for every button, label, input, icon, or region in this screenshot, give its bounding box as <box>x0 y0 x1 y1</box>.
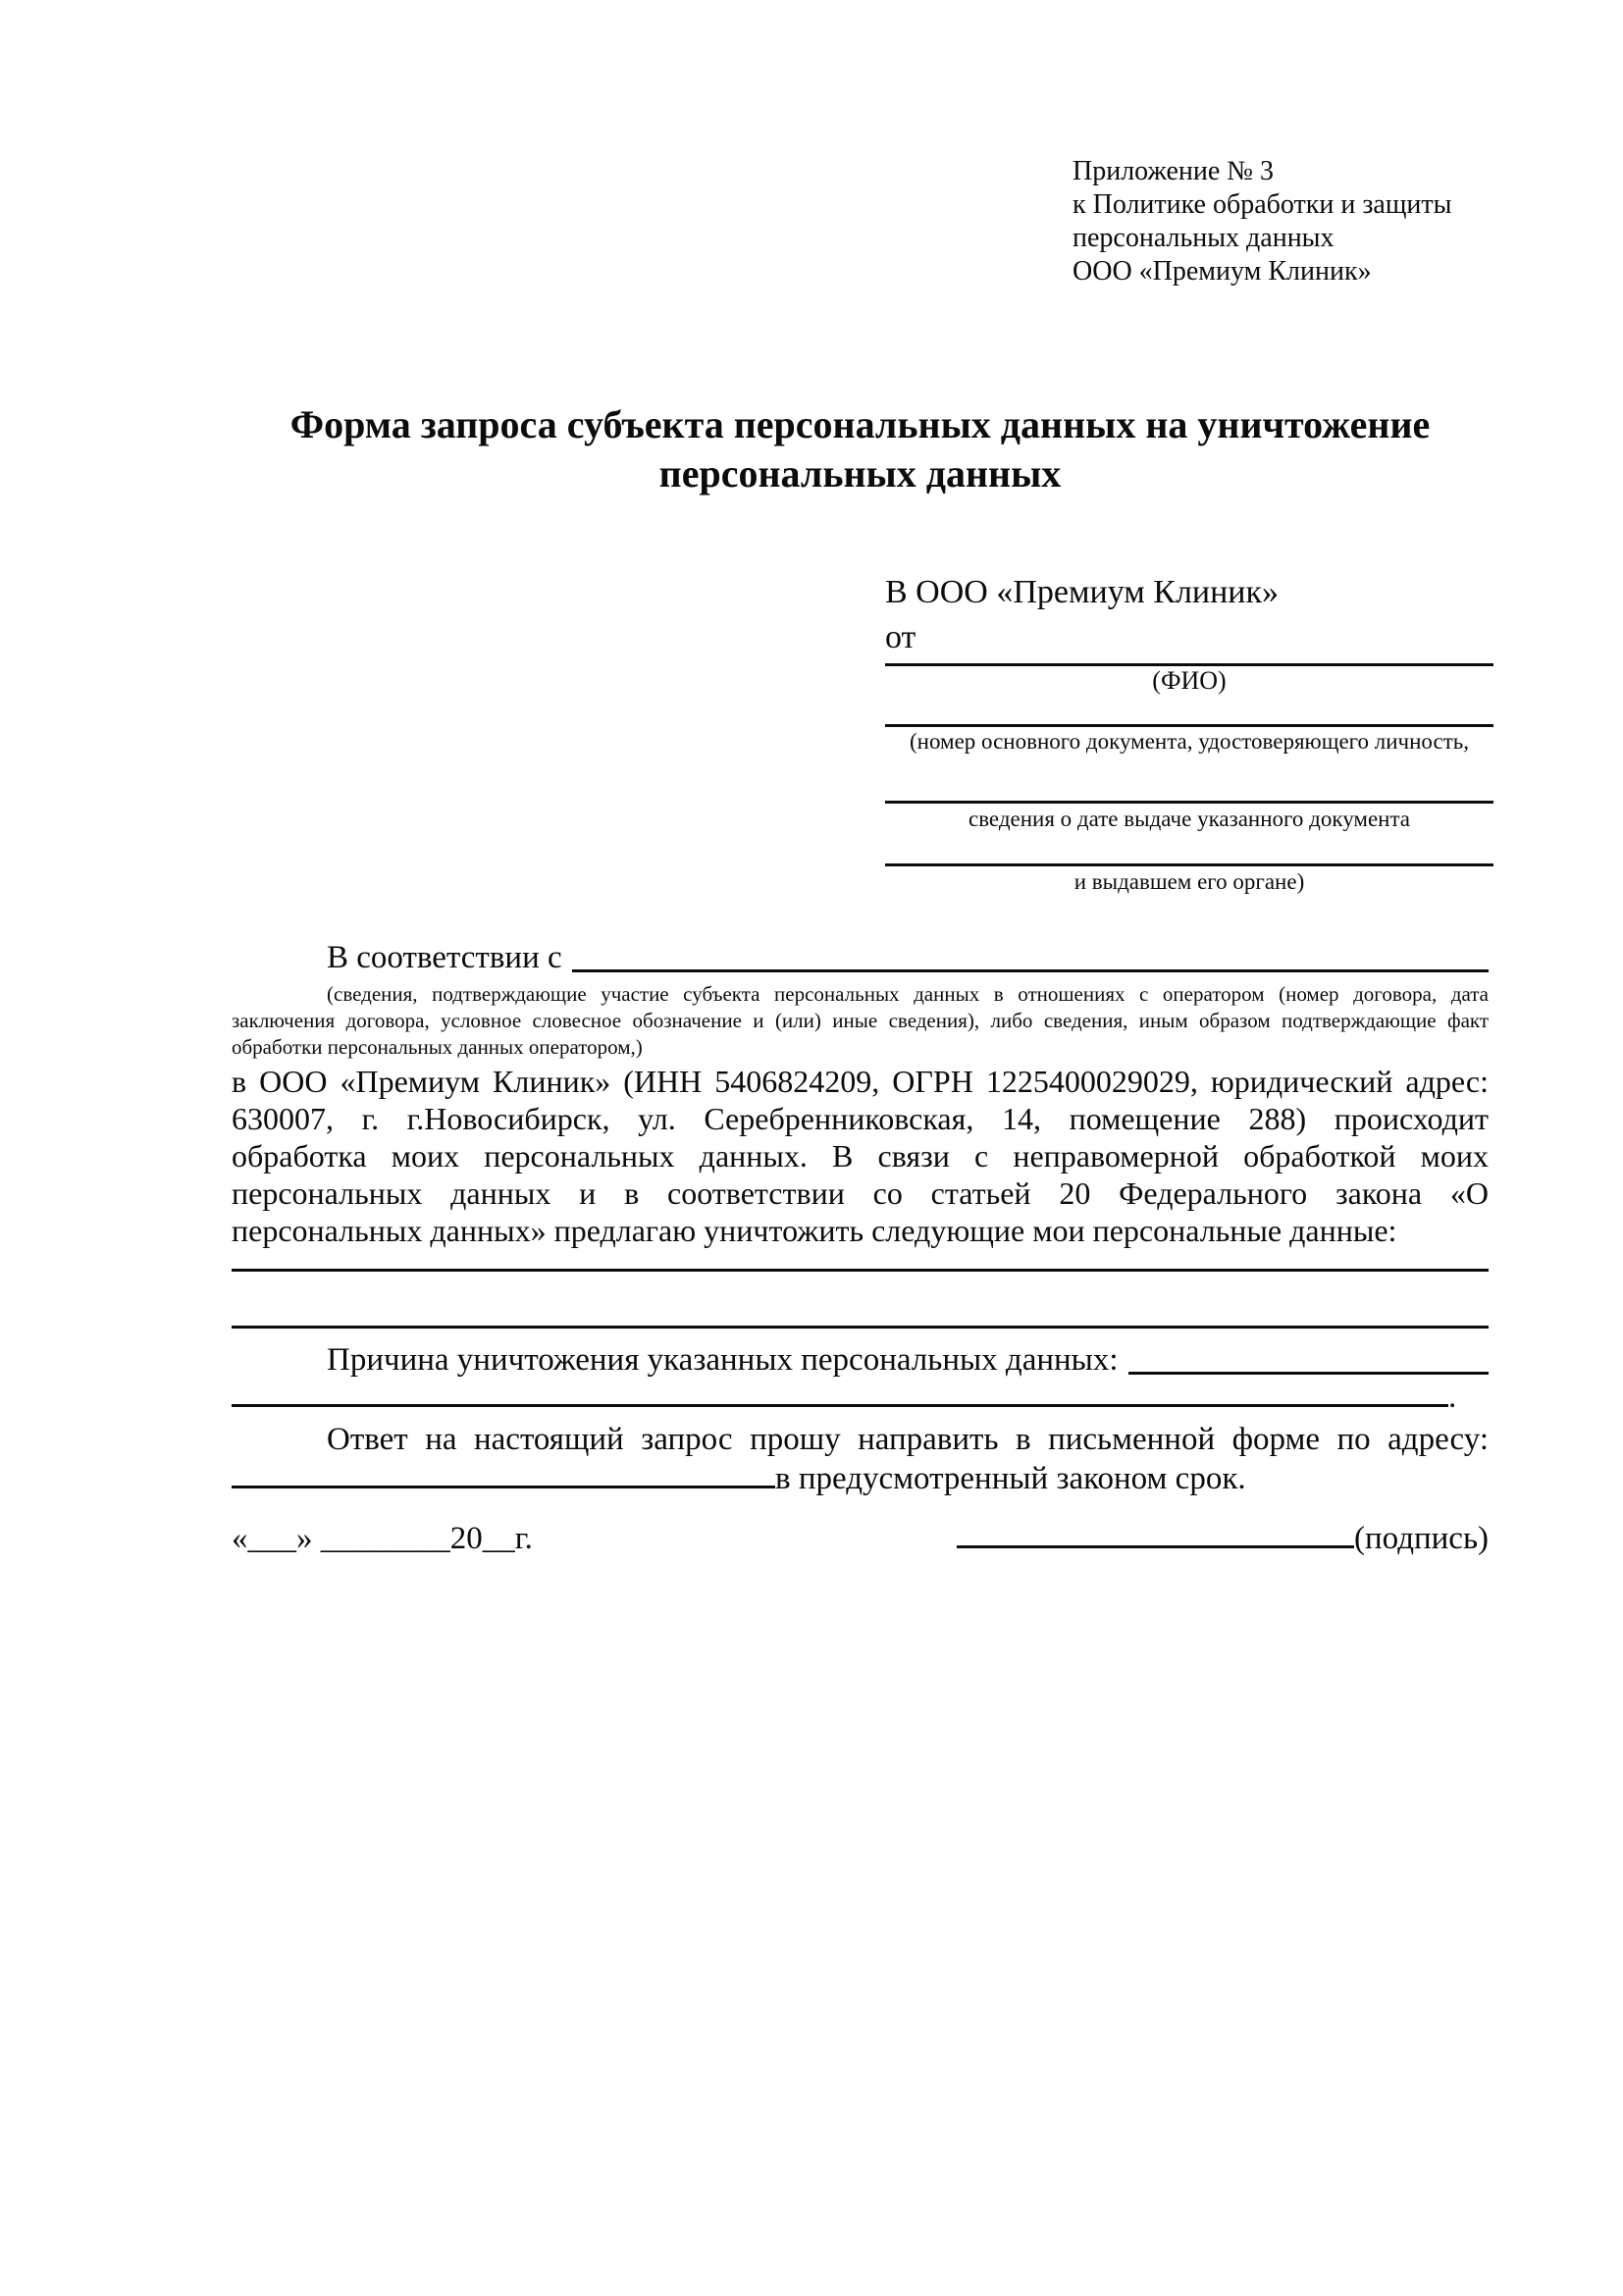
note-line: (сведения, подтверждающие участие субъекта персональных данных в отношениях с оператором (номер договора, дата <box>327 982 1489 1006</box>
addressee-block <box>885 574 1493 913</box>
body-line: 630007, г. г.Новосибирск, ул. Серебренниковская, 14, помещение 288) происходит <box>232 1101 1489 1136</box>
header-line: Приложение № 3 <box>1073 156 1274 186</box>
doc-number-caption: (номер основного документа, удостоверяющего личность, <box>909 729 1469 754</box>
reason-row <box>232 1340 1489 1380</box>
doc-number-blank-line <box>885 724 1493 727</box>
footer-row <box>232 1519 1489 1558</box>
reason-continuation-row <box>232 1378 1489 1417</box>
answer-lead: Ответ на настоящий запрос прошу направить в письменной форме по адресу: <box>327 1422 1489 1457</box>
issue-date-blank-line <box>885 801 1493 804</box>
header-line: персональных данных <box>1073 223 1335 253</box>
body-paragraph <box>232 1063 1489 1249</box>
issue-org-blank-line <box>885 863 1493 866</box>
header-block <box>1073 155 1504 288</box>
answer-address-row <box>232 1459 1489 1498</box>
address-blank-line <box>232 1459 775 1488</box>
accordance-blank-line <box>572 938 1489 972</box>
issue-date-caption: сведения о дате выдаче указанного документа <box>968 807 1411 831</box>
answer-tail: в предусмотренный законом срок. <box>775 1461 1246 1497</box>
header-line: к Политике обработки и защиты <box>1073 189 1452 220</box>
signature-blank-line <box>957 1519 1354 1548</box>
data-blank-line <box>232 1269 1489 1272</box>
body-line: персональных данных» предлагаю уничтожить следующие мои персональные данные: <box>232 1213 1397 1248</box>
reason-label: Причина уничтожения указанных персональных данных: <box>327 1342 1119 1378</box>
signature-caption: (подпись) <box>1354 1521 1489 1557</box>
period: . <box>1448 1380 1457 1416</box>
accordance-note <box>232 981 1489 1061</box>
fio-caption: (ФИО) <box>1152 666 1227 695</box>
date-field: «___» ________20__г. <box>232 1521 533 1556</box>
body-line: в ООО «Премиум Клиник» (ИНН 5406824209, ОГРН 1225400029029, юридический адрес: <box>232 1064 1489 1099</box>
reason-continuation-blank-line <box>232 1378 1448 1407</box>
document-title <box>232 400 1489 498</box>
signature-block <box>957 1519 1489 1558</box>
data-blank-line <box>232 1326 1489 1329</box>
reason-blank-line <box>1128 1340 1489 1375</box>
title-line: персональных данных <box>658 451 1062 496</box>
accordance-lead: В соответствии с <box>327 940 562 975</box>
issue-org-caption: и выдавшем его органе) <box>1073 869 1305 894</box>
note-line: заключения договора, условное словесное обозначение и (или) иные сведения), либо сведения, иным образом подтверждающие факт <box>232 1009 1489 1032</box>
addressee-from: от <box>885 619 916 655</box>
addressee-to: В ООО «Премиум Клиник» <box>885 574 1280 610</box>
header-line: ООО «Премиум Клиник» <box>1073 256 1372 287</box>
note-line: обработки персональных данных оператором,) <box>232 1035 643 1059</box>
accordance-row <box>232 938 1489 977</box>
body-line: обработка моих персональных данных. В связи с неправомерной обработкой моих <box>232 1138 1489 1174</box>
title-line: Форма запроса субъекта персональных данных на уничтожение <box>289 402 1431 446</box>
body-line: персональных данных и в соответствии со статьей 20 Федерального закона «О <box>232 1175 1489 1211</box>
